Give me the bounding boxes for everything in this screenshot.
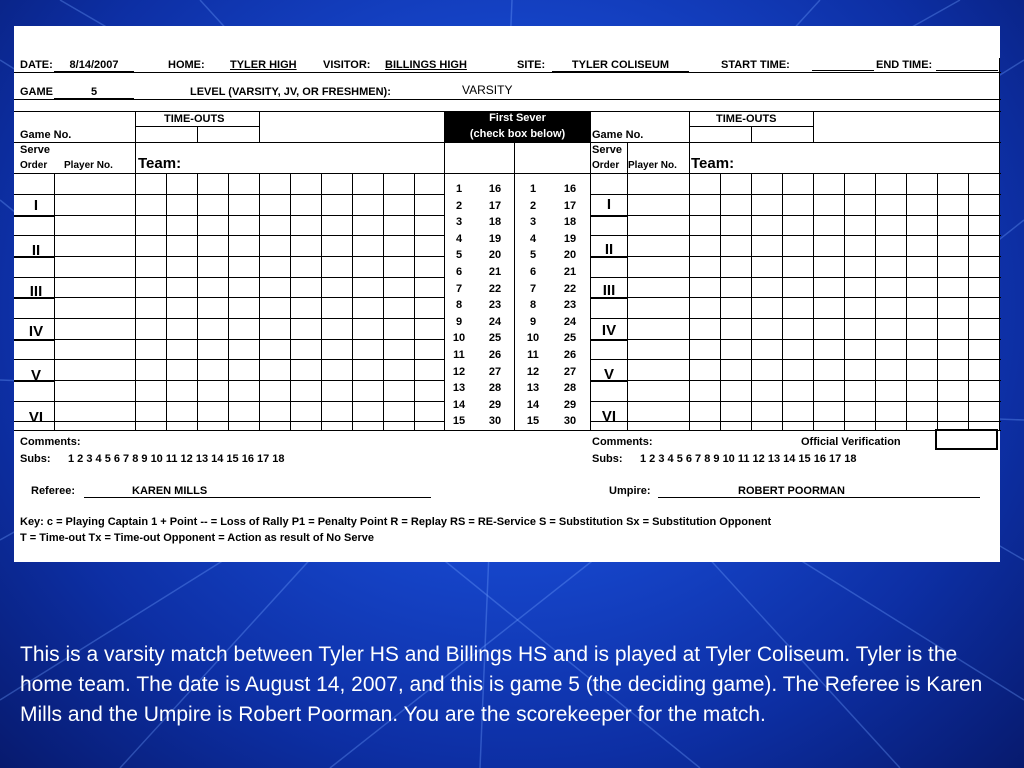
right-timeouts-label: TIME-OUTS (716, 113, 777, 125)
grid-line (14, 215, 445, 216)
grid-line (197, 173, 198, 431)
score-number[interactable]: 2 (455, 199, 463, 212)
score-number[interactable]: 27 (488, 365, 502, 378)
score-number[interactable]: 13 (526, 382, 540, 395)
score-number[interactable]: 21 (488, 266, 502, 278)
grid-line (290, 173, 291, 431)
right-rotation-V: V (603, 366, 614, 383)
grid-line (875, 173, 876, 431)
score-number[interactable]: 13 (452, 382, 466, 395)
grid-line (514, 143, 515, 431)
score-number[interactable]: 8 (529, 299, 537, 312)
grid-line (228, 173, 229, 431)
right-rotation-I: I (606, 196, 612, 213)
right-subs-numbers: 1 2 3 4 5 6 7 8 9 10 11 12 13 14 15 16 17 18 (640, 453, 857, 465)
table-bottom (14, 430, 1001, 431)
grid-line (590, 401, 1001, 402)
table-right (999, 72, 1000, 431)
grid-line (14, 194, 445, 195)
score-number[interactable]: 19 (488, 232, 502, 245)
official-verification-box[interactable] (935, 429, 998, 450)
right-game-no-label: Game No. (592, 129, 644, 141)
score-number[interactable]: 15 (526, 415, 540, 428)
score-number[interactable]: 2 (529, 199, 537, 212)
end-time-label: END TIME: (876, 59, 933, 71)
score-number[interactable]: 25 (488, 332, 502, 345)
umpire-field[interactable]: ROBERT POORMAN (658, 485, 980, 498)
site-label: SITE: (517, 59, 546, 71)
level-label: LEVEL (VARSITY, JV, OR FRESHMEN): (190, 86, 391, 98)
grid-line (414, 173, 415, 431)
grid-line (590, 235, 1001, 236)
grid-line (259, 173, 260, 431)
score-number[interactable]: 19 (563, 232, 577, 245)
score-number[interactable]: 11 (527, 349, 539, 361)
grid-line (590, 340, 628, 341)
site-field[interactable]: TYLER COLISEUM (552, 59, 689, 72)
grid-line (937, 173, 938, 431)
grid-line (197, 126, 198, 143)
grid-line (689, 173, 690, 431)
grid-line (689, 111, 690, 174)
right-rotation-II: II (604, 241, 614, 258)
grid-line (999, 58, 1000, 73)
score-number[interactable]: 23 (488, 299, 502, 312)
level-field[interactable]: VARSITY (462, 83, 513, 97)
grid-line (590, 339, 1001, 340)
score-number[interactable]: 4 (455, 232, 463, 245)
score-number[interactable]: 30 (563, 415, 577, 428)
left-rotation-II: II (31, 242, 41, 259)
left-rotation-VI: VI (28, 409, 44, 426)
visitor-field[interactable]: BILLINGS HIGH (385, 59, 467, 71)
grid-line (590, 318, 1001, 319)
grid-line (590, 215, 1001, 216)
table-top (14, 111, 1001, 112)
grid-line (590, 380, 1001, 381)
score-number[interactable]: 26 (563, 349, 577, 361)
score-number[interactable]: 11 (453, 349, 465, 361)
date-field[interactable]: 8/14/2007 (54, 59, 134, 72)
score-number[interactable]: 20 (488, 249, 502, 262)
grid-line (14, 256, 445, 257)
score-number[interactable]: 9 (529, 315, 537, 328)
grid-line (14, 359, 445, 360)
grid-line (590, 277, 1001, 278)
score-number[interactable]: 26 (488, 349, 502, 361)
score-number[interactable]: 5 (529, 249, 537, 262)
score-number[interactable]: 29 (488, 398, 502, 411)
grid-line (590, 216, 628, 217)
grid-line (14, 297, 445, 298)
score-number[interactable]: 6 (455, 266, 463, 278)
score-number[interactable]: 28 (563, 382, 577, 395)
right-rotation-IV: IV (601, 322, 617, 339)
right-serve-label: Serve (592, 144, 622, 156)
game-label: GAME (20, 86, 53, 98)
score-number[interactable]: 6 (529, 266, 537, 278)
game-field[interactable]: 5 (54, 86, 134, 99)
grid-line (751, 126, 752, 143)
left-serve-label: Serve (20, 144, 50, 156)
start-time-field[interactable] (812, 59, 874, 71)
referee-label: Referee: (31, 485, 76, 497)
score-number[interactable]: 28 (488, 382, 502, 395)
right-subs-label: Subs: (592, 453, 623, 465)
grid-line (590, 421, 1001, 422)
left-team-label: Team: (138, 155, 182, 172)
grid-line (14, 216, 55, 217)
first-server-subtitle: (check box below) (445, 127, 590, 143)
grid-line (590, 359, 1001, 360)
score-number[interactable]: 17 (563, 199, 577, 212)
grid-line (968, 173, 969, 431)
grid-line (14, 142, 1001, 143)
score-number[interactable]: 25 (563, 332, 577, 345)
score-number[interactable]: 16 (488, 183, 502, 195)
score-number[interactable]: 1 (529, 183, 537, 195)
score-number[interactable]: 7 (529, 282, 537, 295)
score-number[interactable]: 29 (563, 398, 577, 411)
grid-line (14, 318, 445, 319)
right-player-no-label: Player No. (628, 160, 677, 171)
left-subs-label: Subs: (20, 453, 51, 465)
grid-line (383, 173, 384, 431)
score-number[interactable]: 20 (563, 249, 577, 262)
header-underline (14, 72, 1001, 73)
score-number[interactable]: 18 (563, 216, 577, 229)
end-time-field[interactable] (936, 59, 998, 71)
grid-line (813, 173, 814, 431)
score-number[interactable]: 17 (488, 199, 502, 212)
instruction-caption: This is a varsity match between Tyler HS and Billings HS and is played at Tyler Coliseum. Tyler is the home team. The date is August 14, 2007, and this is game 5 (the deciding game). The Referee is Karen Mills and the Umpire is Robert Poorman. You are the scorekeeper for the match. (20, 643, 983, 726)
grid-line (689, 126, 814, 127)
grid-line (14, 235, 445, 236)
left-timeouts-label: TIME-OUTS (164, 113, 225, 125)
left-comments-label: Comments: (20, 436, 81, 448)
right-comments-label: Comments: (592, 436, 653, 448)
scoresheet (14, 26, 1000, 562)
start-time-label: START TIME: (721, 59, 790, 71)
grid-line (590, 256, 1001, 257)
score-number[interactable]: 21 (563, 266, 577, 278)
first-server-title: First Sever (445, 111, 590, 127)
score-number[interactable]: 15 (452, 415, 466, 428)
grid-line (590, 111, 591, 431)
left-order-label: Order (20, 160, 48, 171)
left-rotation-I: I (33, 197, 39, 214)
score-number[interactable]: 27 (563, 365, 577, 378)
referee-field[interactable]: KAREN MILLS (84, 485, 431, 498)
left-player-no-label: Player No. (64, 160, 113, 171)
grid-line (720, 173, 721, 431)
grid-line (627, 173, 628, 431)
left-rotation-IV: IV (28, 323, 44, 340)
visitor-label: VISITOR: (323, 59, 371, 71)
score-number[interactable]: 14 (452, 398, 466, 411)
score-number[interactable]: 18 (488, 216, 502, 229)
left-rotation-V: V (30, 367, 41, 384)
grid-line (813, 111, 814, 143)
grid-line (135, 111, 136, 174)
grid-line (166, 173, 167, 431)
grid-line (906, 173, 907, 431)
score-number[interactable]: 3 (529, 216, 537, 229)
score-number[interactable]: 23 (563, 299, 577, 312)
grid-line (590, 194, 1001, 195)
score-number[interactable]: 1 (455, 183, 463, 195)
score-number[interactable]: 12 (526, 365, 540, 378)
score-number[interactable]: 4 (529, 232, 537, 245)
score-number[interactable]: 3 (455, 216, 463, 229)
score-number[interactable]: 22 (488, 282, 502, 295)
score-number[interactable]: 8 (455, 299, 463, 312)
date-label: DATE: (20, 59, 53, 71)
score-number[interactable]: 7 (455, 282, 463, 295)
left-game-no-label: Game No. (20, 129, 72, 141)
key-line-2: T = Time-out Tx = Time-out Opponent = Action as result of No Serve (20, 532, 374, 544)
grid-line (14, 339, 445, 340)
grid-line (352, 173, 353, 431)
grid-line (782, 173, 783, 431)
official-verification-label: Official Verification (801, 436, 901, 448)
grid-line (844, 173, 845, 431)
grid-line (14, 173, 1001, 174)
grid-line (590, 297, 1001, 298)
header-rule (14, 99, 1001, 100)
left-rotation-III: III (29, 283, 43, 300)
score-number[interactable]: 10 (452, 332, 466, 345)
right-order-label: Order (592, 160, 620, 171)
grid-line (321, 173, 322, 431)
score-number[interactable]: 24 (563, 315, 577, 328)
left-subs-numbers: 1 2 3 4 5 6 7 8 9 10 11 12 13 14 15 16 17 18 (68, 453, 285, 465)
grid-line (444, 111, 445, 431)
grid-line (14, 401, 445, 402)
home-label: HOME: (168, 59, 205, 71)
grid-line (14, 277, 445, 278)
grid-line (14, 380, 445, 381)
key-line-1: Key: c = Playing Captain 1 + Point -- = Loss of Rally P1 = Penalty Point R = Replay RS = RE-Service S = Substitution Sx = Substitution Opponent (20, 516, 772, 528)
right-team-label: Team: (691, 155, 735, 172)
grid-line (14, 421, 445, 422)
right-rotation-VI: VI (601, 408, 617, 425)
score-number[interactable]: 22 (563, 282, 577, 295)
grid-line (259, 111, 260, 143)
score-number[interactable]: 9 (455, 315, 463, 328)
right-rotation-III: III (602, 282, 616, 299)
grid-line (54, 173, 55, 431)
score-number[interactable]: 10 (526, 332, 540, 345)
grid-line (14, 340, 55, 341)
grid-line (751, 173, 752, 431)
score-number[interactable]: 30 (488, 415, 502, 428)
score-number[interactable]: 16 (563, 183, 577, 195)
umpire-label: Umpire: (609, 485, 651, 497)
score-number[interactable]: 24 (488, 315, 502, 328)
grid-line (135, 173, 136, 431)
grid-line (135, 126, 260, 127)
score-number[interactable]: 12 (452, 365, 466, 378)
score-number[interactable]: 5 (455, 249, 463, 262)
home-field[interactable]: TYLER HIGH (230, 59, 297, 71)
score-number[interactable]: 14 (526, 398, 540, 411)
grid-line (627, 143, 628, 174)
